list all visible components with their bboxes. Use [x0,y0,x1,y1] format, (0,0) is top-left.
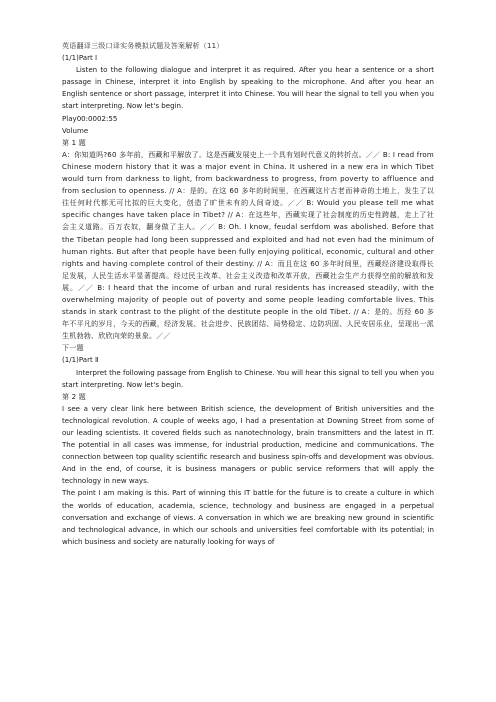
document-title: 英语翻译三级口译实务模拟试题及答案解析（11） [62,41,224,50]
next-question-link[interactable]: 下一题 [62,343,84,353]
part-1-instructions: Listen to the following dialogue and interpret it as required. After you hear a sentence or a short passage in Chinese, interpret it into English by speaking to the microphone. And after you hear an English sentence or short passage, interpret it into Chinese. You will hear the signal to tell you when you start interpreting. Now let's begin. [62,65,434,111]
part-2-instructions: Interpret the following passage from English to Chinese. You will hear this signal to tell you when you start interpreting. Now let's begin. [62,367,434,389]
part-2-heading: (1/1)Part Ⅱ [62,355,99,365]
audio-volume[interactable]: Volume [62,125,89,135]
question-2-label: 第 2 题 [62,391,87,401]
question-1-label: 第 1 题 [62,137,87,147]
part-1-heading: (1/1)Part Ⅰ [62,53,98,63]
question-2-paragraph-2: The point I am making is this. Part of winning this IT battle for the future is to create a culture in which the worlds of education, academia, science, technology and business are engaged in a perpetual conversation and exchange of views. A conversation in which we are breaking new ground in scientific and technological advance, in which our schools and universities feel comfortable with its potential; in which business and society are naturally looking for ways of [62,488,434,546]
audio-play-time[interactable]: Play00:0002:55 [62,113,118,123]
question-2-paragraph-1: I see a very clear link here between British science, the development of British universities and the technological revolution. A couple of weeks ago, I had a presentation at Downing Street from some of our leading scientists. It covered fields such as nanotechnology, brain transmitters and the latest in IT. The potential in all cases was immense, for industrial production, medicine and communications. The connection between top quality scientific research and business spin-offs and development was obvious. And in the end, of course, it is business managers or public service reformers that will apply the technology in new ways. [62,403,434,486]
question-1-dialogue: A：你知道吗?60 多年前，西藏和平解放了。这是西藏发展史上一个具有划时代意义的转折点。／／ B: I read from Chinese modern history that it was a major event in China. It ushered in a new era in which Tibet would turn from darkness to light, from backwardness to progress, from poverty to affluence and from seclusion to openness. // A：是的。在这 60 多年的时间里，在西藏这片古老而神奇的土地上，发生了以往任何时代都无可比拟的巨大变化，创造了旷世未有的人间奇迹。／／ B: Would you please tell me what specific changes have taken place in Tibet? // A：在这些年，西藏实现了社会制度的历史性跨越，走上了社会主义道路。百万农奴，翻身做了主人。／／ B: Oh. I know, feudal serfdom was abolished. Before that the Tibetan people had long been suppressed and exploited and had not even had the minimum of human rights. But after that people have been fully enjoying political, economic, cultural and other rights and having complete control of their destiny. // A：而且在这 60 多年时间里，西藏经济建设取得长足发展，人民生活水平显著提高。经过民主改革、社会主义改造和改革开放，西藏社会生产力获得空前的解放和发展。／／ B: I heard that the income of urban and rural residents has increased steadily, with the overwhelming majority of people out of poverty and some people leading comfortable lives. This stands in stark contrast to the plight of the destitute people in the old Tibet. // A：是的。历经 60 多年不平凡的岁月，今天的西藏，经济发展、社会进步、民族团结、局势稳定、边防巩固、人民安居乐业，呈现出一派生机勃勃、欣欣向荣的景象。／／ [62,149,434,341]
